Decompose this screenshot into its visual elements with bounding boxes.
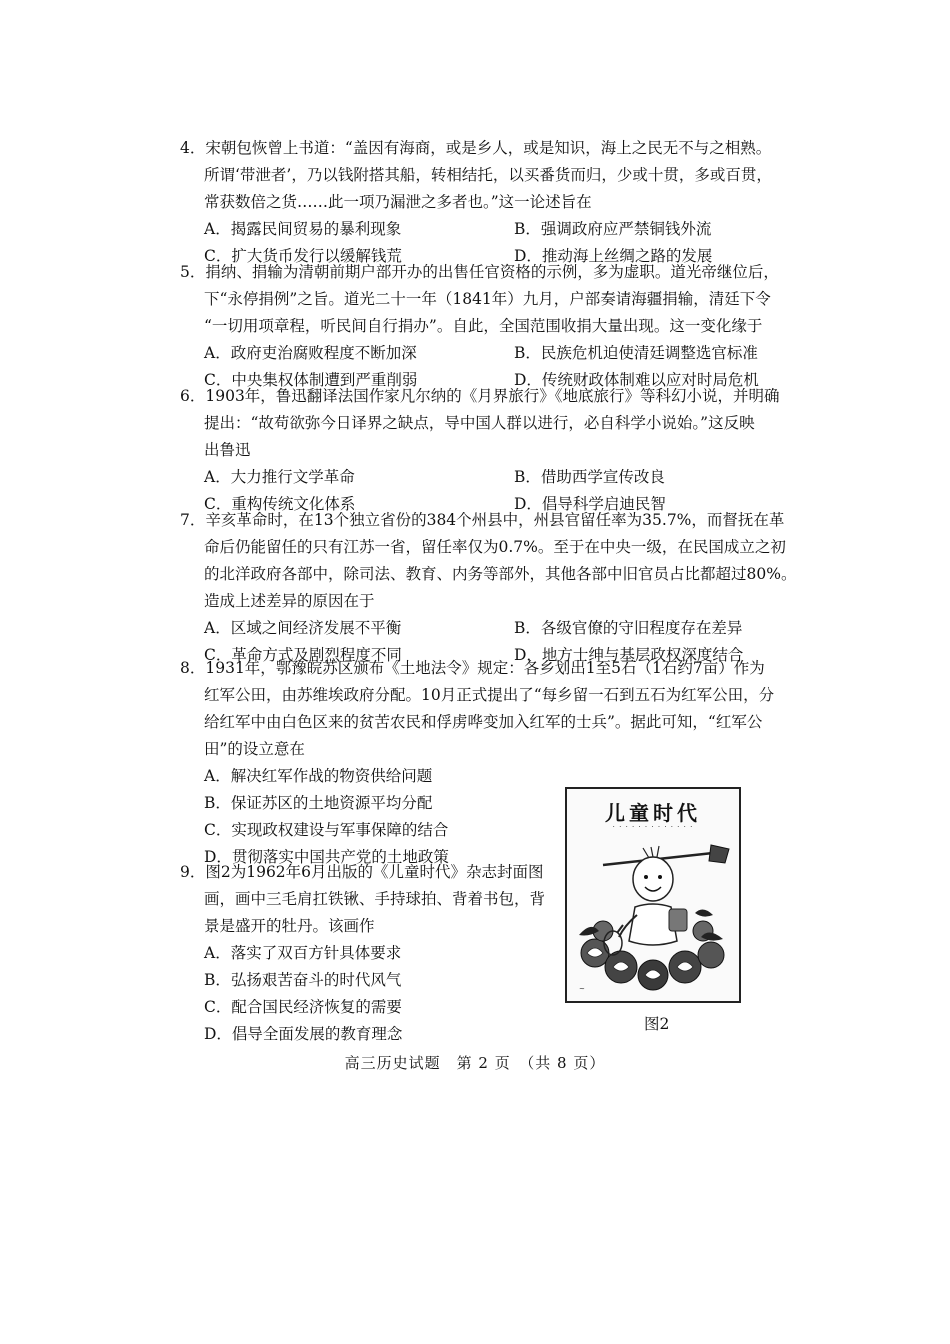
question-stem-line: 5．捐纳、捐输为清朝前期户部开办的出售任官资格的示例，多为虚职。道光帝继位后， [180,263,779,281]
page-footer: 高三历史试题 第 2 页 （共 8 页） [344,1054,606,1072]
sanmao-illustration [573,835,733,995]
option-d[interactable]: D．传统财政体制难以应对时局危机 [514,371,759,389]
option-b[interactable]: B．民族危机迫使清廷调整选官标准 [514,344,758,362]
option-b[interactable]: B．保证苏区的土地资源平均分配 [204,794,433,812]
question-stem-line: 9．图2为1962年6月出版的《儿童时代》杂志封面图 [180,863,544,881]
question-stem-line: 命后仍能留任的只有江苏一省，留任率仅为0.7%。至于在中央一级，在民国成立之初 [204,538,786,556]
option-a[interactable]: A．解决红军作战的物资供给问题 [204,767,433,785]
magazine-cover-figure [565,787,741,1003]
question-stem-line: 8．1931年，鄂豫皖苏区颁布《土地法令》规定：各乡划出1至5石（1石约7亩）作为 [180,659,765,677]
question-9 [180,859,560,1048]
option-b[interactable]: B．弘扬艰苦奋斗的时代风气 [204,971,402,989]
option-a[interactable]: A．大力推行文学革命 [204,468,355,486]
option-d[interactable]: D．地方士绅与基层政权深度结合 [514,646,744,664]
option-d[interactable]: D．贯彻落实中国共产党的土地政策 [204,848,449,866]
option-d[interactable]: D．倡导科学启迪民智 [514,495,666,513]
option-a[interactable]: A．揭露民间贸易的暴利现象 [204,220,402,238]
question-stem-line: 7．辛亥革命时，在13个独立省份的384个州县中，州县官留任率为35.7%，而督抚在革 [180,511,785,529]
magazine-title: 儿童时代 [605,801,701,825]
option-c[interactable]: C．革命方式及剧烈程度不同 [204,646,402,664]
question-stem-line: 6．1903年，鲁迅翻译法国作家凡尔纳的《月界旅行》《地底旅行》等科幻小说，并明确 [180,387,780,405]
question-stem-line: “一切用项章程，听民间自行捐办”。自此，全国范围收捐大量出现。这一变化缘于 [204,317,763,335]
question-stem-line: 常获数倍之货……此一项乃漏泄之多者也。”这一论述旨在 [204,193,592,211]
option-a[interactable]: A．政府吏治腐败程度不断加深 [204,344,417,362]
question-stem-line: 4．宋朝包恢曾上书道：“盖因有海商，或是乡人，或是知识，海上之民无不与之相熟。 [180,139,772,157]
question-stem-line: 出鲁迅 [204,441,251,459]
question-4 [180,135,780,270]
option-c[interactable]: C．中央集权体制遭到严重削弱 [204,371,418,389]
question-stem-line: 画，画中三毛肩扛铁锹、手持球拍、背着书包，背 [204,890,546,908]
svg-text:~: ~ [579,985,585,993]
figure-caption: 图2 [644,1015,670,1033]
question-stem-line: 的北洋政府各部中，除司法、教育、内务等部外，其他各部中旧官员占比都超过80%。 [204,565,797,583]
option-b[interactable]: B．强调政府应严禁铜钱外流 [514,220,712,238]
question-stem-line: 造成上述差异的原因在于 [204,592,375,610]
option-d[interactable]: D．倡导全面发展的教育理念 [204,1025,403,1043]
question-7 [180,507,797,669]
question-5 [180,259,780,394]
option-c[interactable]: C．扩大货币发行以缓解钱荒 [204,247,402,265]
option-c[interactable]: C．实现政权建设与军事保障的结合 [204,821,449,839]
option-a[interactable]: A．区域之间经济发展不平衡 [204,619,402,637]
question-stem-line: 提出：“故苟欲弥今日译界之缺点，导中国人群以进行，必自科学小说始。”这反映 [204,414,755,432]
option-c[interactable]: C．重构传统文化体系 [204,495,356,513]
question-6 [180,383,780,518]
option-b[interactable]: B．借助西学宣传改良 [514,468,665,486]
option-c[interactable]: C．配合国民经济恢复的需要 [204,998,402,1016]
option-d[interactable]: D．推动海上丝绸之路的发展 [514,247,713,265]
question-stem-line: 给红军中由白色区来的贫苦农民和俘虏哗变加入红军的士兵”。据此可知，“红军公 [204,713,763,731]
question-stem-line: 红军公田，由苏维埃政府分配。10月正式提出了“每乡留一石到五石为红军公田，分 [204,686,775,704]
magazine-subtitle-band: · · · · · · · · · · · · · [612,823,694,831]
question-stem-line: 下“永停捐例”之旨。道光二十一年（1841年）九月，户部奏请海疆捐输，清廷下令 [204,290,771,308]
question-stem-line: 田”的设立意在 [204,740,305,758]
option-a[interactable]: A．落实了双百方针具体要求 [204,944,402,962]
option-b[interactable]: B．各级官僚的守旧程度存在差异 [514,619,743,637]
question-stem-line: 所谓‘带泄者’，乃以钱附搭其船，转相结托，以买番货而归，少或十贯，多或百贯， [204,166,772,184]
question-stem-line: 景是盛开的牡丹。该画作 [204,917,375,935]
